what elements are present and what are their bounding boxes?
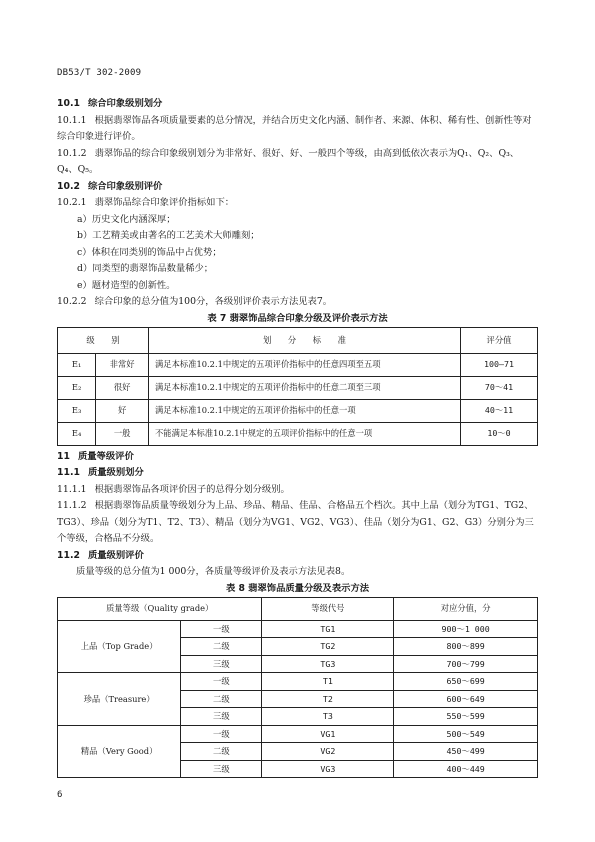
table-8-caption: 表 8 翡翠饰品质量分级及表示方法 [225, 582, 370, 594]
grade-name: 一般 [96, 422, 149, 445]
level-cell: 二级 [181, 690, 262, 708]
clause-10-1-2: 10.1.2 翡翠饰品的综合印象级别划分为非常好、很好、好、一般四个等级，由高到低依次表示为Q₁、Q₂、Q₃、Q₄、Q₅。 [57, 147, 520, 175]
clause-11-1-2: 11.1.2 根据翡翠饰品质量等级划分为上品、珍品、精品、佳品、合格品五个档次。其中上品（划分为TG1、TG2、 TG3）、珍品（划分为T1、T2、T3）、精品（划分为VG1、VG2、VG3）、佳品（划分为G1、G2、G3）分别分为三个等级，合格品不分级。 [57, 500, 534, 544]
code-cell: TG1 [262, 620, 394, 638]
score-cell: 600～649 [394, 690, 538, 708]
table-7 [57, 327, 538, 446]
quality-grade-header: 质量等级（Quality grade） [58, 597, 262, 620]
section-11-2-heading: 11.2 质量级别评价 [57, 549, 144, 561]
section-11-heading: 11 质量等级评价 [57, 450, 134, 462]
score-header: 评分值 [461, 327, 538, 353]
grade-code: E₁ [58, 353, 96, 376]
level-cell: 三级 [181, 655, 262, 673]
grade-name: 非常好 [96, 353, 149, 376]
score-cell: 70～41 [461, 376, 538, 399]
clause-10-2-1: 10.2.1 翡翠饰品综合印象评价指标如下： [57, 197, 235, 208]
clause-11-1-1: 11.1.1 根据翡翠饰品各项评价因子的总得分划分级别。 [57, 483, 290, 495]
grade-code: E₂ [58, 376, 96, 399]
code-cell: T2 [262, 690, 394, 708]
score-cell: 400～449 [394, 760, 538, 778]
grade-code: E₃ [58, 399, 96, 422]
grade-code-header: 等级代号 [262, 597, 394, 620]
table-row [58, 673, 538, 691]
score-cell: 700～799 [394, 655, 538, 673]
level-cell: 二级 [181, 638, 262, 656]
score-cell: 450～499 [394, 743, 538, 761]
code-cell: TG2 [262, 638, 394, 656]
table-7-caption: 表 7 翡翠饰品综合印象分级及评价表示方法 [207, 312, 388, 324]
criterion-c: c）体积在同类别的饰品中占优势； [77, 246, 222, 258]
page-number: 6 [57, 790, 63, 800]
code-cell: VG3 [262, 760, 394, 778]
criterion-a: a）历史文化内涵深厚； [77, 213, 176, 225]
code-cell: VG2 [262, 743, 394, 761]
quality-grade-name: 珍品（Treasure） [58, 673, 181, 726]
clause-10-1-1: 10.1.1 根据翡翠饰品各项质量要素的总分情况，并结合历史文化内涵、制作者、来源、体积、稀有性、创新性等对综合印象进行评价。 [57, 114, 532, 142]
table-header-row [58, 327, 538, 353]
table-row [58, 620, 538, 638]
score-cell: 100—71 [461, 353, 538, 376]
grade-header: 级 别 [58, 327, 149, 353]
document-body [57, 96, 538, 778]
code-cell: T1 [262, 673, 394, 691]
grade-name: 好 [96, 399, 149, 422]
criterion-cell: 满足本标准10.2.1中规定的五项评价指标中的任意一项 [149, 399, 461, 422]
level-cell: 一级 [181, 725, 262, 743]
criterion-header: 划 分 标 准 [149, 327, 461, 353]
score-cell: 40～11 [461, 399, 538, 422]
score-cell: 500～549 [394, 725, 538, 743]
criterion-d: d）同类型的翡翠饰品数量稀少； [77, 263, 214, 274]
grade-code: E₄ [58, 422, 96, 445]
section-11-1-heading: 11.1 质量级别划分 [57, 467, 144, 478]
score-cell: 900～1 000 [394, 620, 538, 638]
table-row [58, 399, 538, 422]
score-cell: 550～599 [394, 708, 538, 726]
criterion-cell: 不能满足本标准10.2.1中规定的五项评价指标中的任意一项 [149, 422, 461, 445]
clause-10-2-2: 10.2.2 综合印象的总分值为100分，各级别评价表示方法见表7。 [57, 296, 333, 307]
table-row [58, 376, 538, 399]
code-cell: VG1 [262, 725, 394, 743]
score-cell: 800～899 [394, 638, 538, 656]
document-id-header: DB53/T 302-2009 [57, 68, 142, 78]
table-row [58, 422, 538, 445]
criterion-e: e）题材造型的创新性。 [77, 279, 176, 291]
level-cell: 三级 [181, 760, 262, 778]
section-10-2-heading: 10.2 综合印象级别评价 [57, 180, 163, 192]
level-cell: 一级 [181, 620, 262, 638]
table-row [58, 353, 538, 376]
level-cell: 一级 [181, 673, 262, 691]
score-header: 对应分值，分 [394, 597, 538, 620]
quality-grade-name: 上品（Top Grade） [58, 620, 181, 673]
clause-11-2-text: 质量等级的总分值为1 000分，各质量等级评价及表示方法见表8。 [76, 566, 351, 577]
code-cell: T3 [262, 708, 394, 726]
code-cell: TG3 [262, 655, 394, 673]
score-cell: 10～0 [461, 422, 538, 445]
criterion-cell: 满足本标准10.2.1中规定的五项评价指标中的任意二项至三项 [149, 376, 461, 399]
criterion-b: b）工艺精美或由著名的工艺美术大师雕刻； [77, 230, 260, 241]
quality-grade-name: 精品（Very Good） [58, 725, 181, 778]
score-cell: 650～699 [394, 673, 538, 691]
level-cell: 三级 [181, 708, 262, 726]
section-10-1-heading: 10.1 综合印象级别划分 [57, 98, 163, 109]
criterion-cell: 满足本标准10.2.1中规定的五项评价指标中的任意四项至五项 [149, 353, 461, 376]
table-8 [57, 597, 538, 779]
table-header-row [58, 597, 538, 620]
grade-name: 很好 [96, 376, 149, 399]
table-row [58, 725, 538, 743]
level-cell: 二级 [181, 743, 262, 761]
